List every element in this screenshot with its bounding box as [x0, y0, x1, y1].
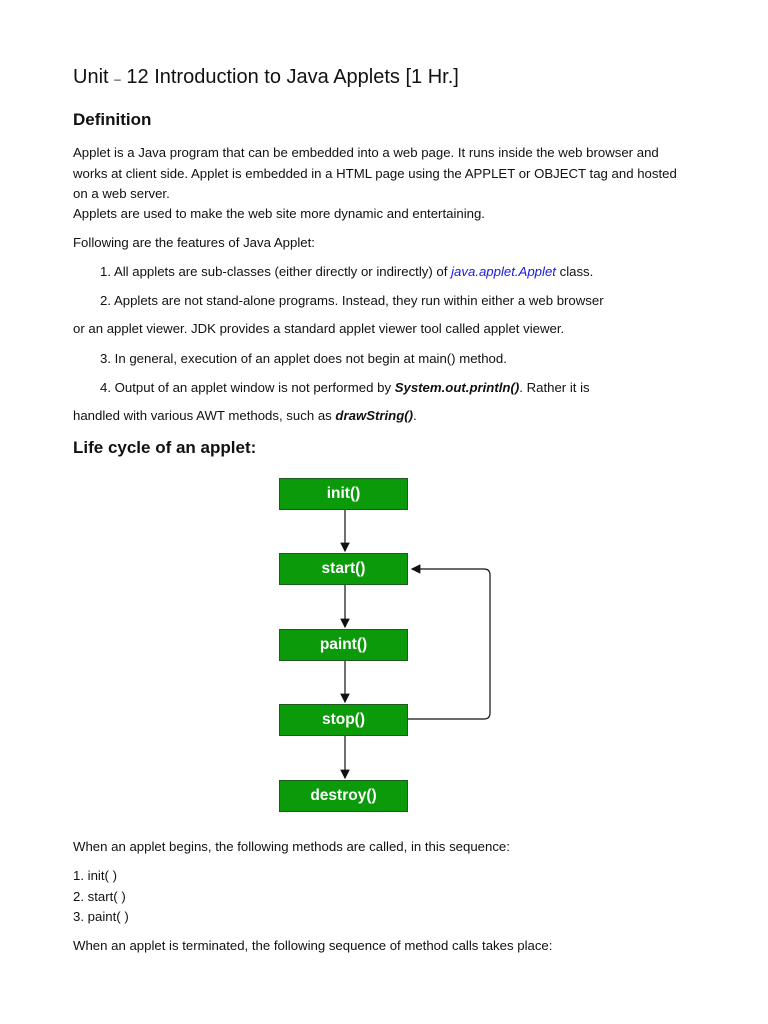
list-number: 3.: [100, 351, 111, 366]
feature-item-2: [100, 293, 604, 308]
title-unit: Unit: [73, 66, 109, 88]
features-intro: Following are the features of Java Applet:: [73, 235, 315, 250]
terminate-intro: When an applet is terminated, the following sequence of method calls takes place:: [73, 938, 553, 953]
feature-text-end: .: [413, 408, 417, 423]
arrow-stop-start-loop: [408, 569, 490, 719]
definition-heading: Definition: [73, 110, 152, 129]
code-println: System.out.println(): [394, 380, 520, 395]
java-applet-link[interactable]: java.applet.Applet: [451, 264, 556, 279]
init-box: init(): [279, 478, 408, 510]
feature-text: All applets are sub-classes (either directly or indirectly) of: [113, 264, 452, 279]
feature-item-4: [100, 380, 590, 395]
start-box: start(): [279, 553, 408, 585]
begin-intro: When an applet begins, the following methods are called, in this sequence:: [73, 839, 510, 854]
begin-step-1: 1. init( ): [73, 868, 117, 883]
paint-box: paint(): [279, 629, 408, 661]
destroy-box: destroy(): [279, 780, 408, 812]
feature-text: handled with various AWT methods, such as: [73, 408, 336, 423]
list-number: 1.: [100, 264, 111, 279]
feature-text: Output of an applet window is not performed by: [114, 380, 395, 395]
title-dash: –: [114, 72, 121, 86]
feature-item-1: [100, 264, 593, 279]
feature-item-4-continued: [73, 406, 693, 427]
definition-purpose: Applets are used to make the web site more dynamic and entertaining.: [73, 206, 485, 221]
title-text: 12 Introduction to Java Applets [1 Hr.]: [126, 66, 459, 88]
lifecycle-heading: Life cycle of an applet:: [73, 438, 257, 457]
feature-text-end: . Rather it is: [519, 380, 590, 395]
feature-item-2-continued: or an applet viewer. JDK provides a standard applet viewer tool called applet viewer.: [73, 321, 565, 336]
begin-step-3: 3. paint( ): [73, 909, 129, 924]
feature-text: In general, execution of an applet does not begin at main() method.: [114, 351, 507, 366]
feature-text-end: class.: [555, 264, 594, 279]
page-title: [73, 66, 459, 89]
code-drawstring: drawString(): [335, 408, 414, 423]
list-number: 4.: [100, 380, 111, 395]
list-number: 2.: [100, 293, 111, 308]
begin-step-2: 2. start( ): [73, 889, 126, 904]
stop-box: stop(): [279, 704, 408, 736]
feature-text: Applets are not stand-alone programs. Instead, they run within either a web browser: [113, 293, 604, 308]
lifecycle-diagram: [170, 470, 600, 820]
feature-item-3: [100, 351, 507, 366]
definition-paragraph: Applet is a Java program that can be embedded into a web page. It runs inside the web browser and works at client side. Applet is embedded in a HTML page using the APPLET or OBJECT tag and hosted on a web server.: [73, 145, 677, 201]
